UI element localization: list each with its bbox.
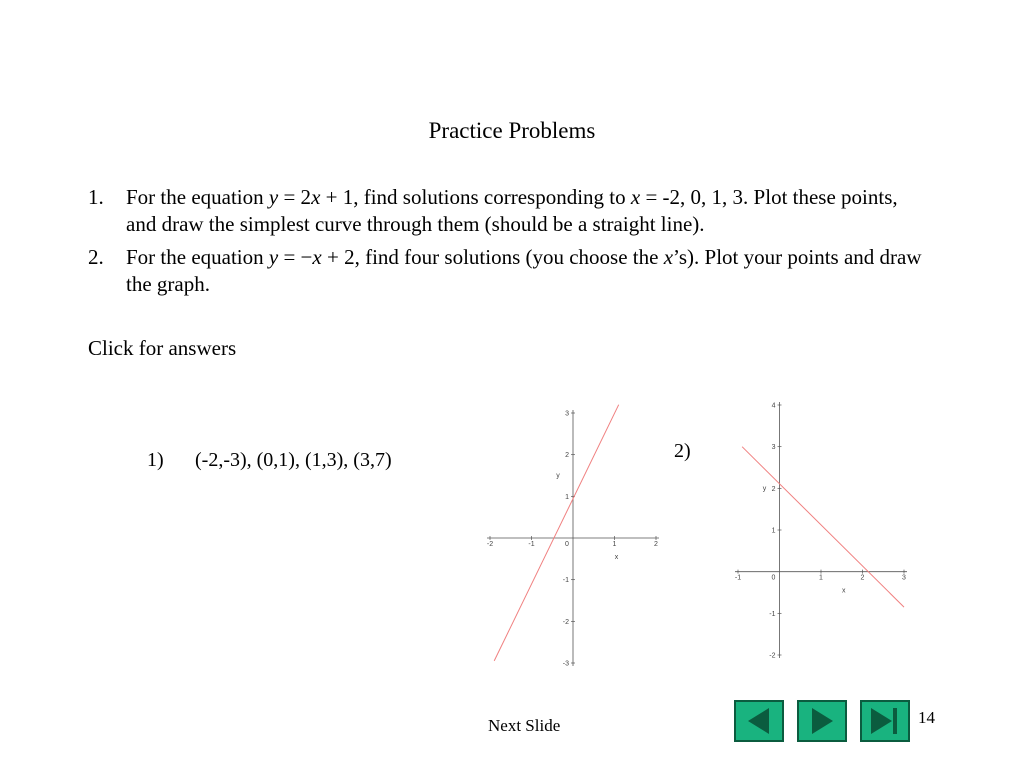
y-tick-label: -2 <box>769 652 776 660</box>
problem-number: 2. <box>88 245 104 269</box>
y-tick-label: -3 <box>562 660 569 668</box>
y-tick-label: -1 <box>562 577 569 585</box>
series-line <box>494 405 619 661</box>
problem-2: 2. For the equation y = −x + 2, find four solutions (you choose the x’s). Plot your points and draw the graph. <box>88 245 922 296</box>
x-tick-label: -1 <box>734 574 742 582</box>
x-tick-label: -1 <box>528 541 535 548</box>
x-tick-label: -2 <box>486 541 494 548</box>
y-tick-label: 1 <box>565 493 569 501</box>
y-axis-label: y <box>762 485 767 493</box>
skip-to-end-icon <box>862 702 908 740</box>
y-tick-label: -1 <box>769 610 776 618</box>
answer-2-number: 2) <box>674 440 691 462</box>
problem-1: 1. For the equation y = 2x + 1, find solutions corresponding to x = -2, 0, 1, 3. Plot these points, and draw the simplest curve through them (should be a straight line). <box>88 185 898 236</box>
x-tick-label: 1 <box>612 541 617 548</box>
last-slide-button[interactable] <box>860 700 910 742</box>
page-number: 14 <box>918 708 935 727</box>
click-for-answers-link[interactable]: Click for answers <box>88 336 237 360</box>
y-tick-label: 3 <box>565 410 569 418</box>
slide-title: Practice Problems <box>428 118 596 143</box>
y-tick-label: 3 <box>771 444 776 452</box>
x-axis-label: x <box>614 554 619 561</box>
y-tick-label: 2 <box>771 485 776 493</box>
y-tick-label: -2 <box>562 618 569 626</box>
x-tick-label: 2 <box>654 541 658 548</box>
series-line <box>742 447 904 607</box>
next-slide-button[interactable] <box>797 700 847 742</box>
x-tick-label: 0 <box>565 541 569 548</box>
x-tick-label: 2 <box>860 574 865 582</box>
y-tick-label: 4 <box>771 402 776 410</box>
next-slide-link[interactable]: Next Slide <box>488 716 561 735</box>
problem-list <box>88 184 928 304</box>
x-axis-label: x <box>842 587 846 595</box>
triangle-left-icon <box>736 702 782 740</box>
triangle-right-icon <box>799 702 845 740</box>
answer-1-number: 1) <box>147 449 164 471</box>
y-tick-label: 1 <box>771 527 776 535</box>
x-tick-label: 3 <box>902 574 906 582</box>
problem-number: 1. <box>88 185 104 209</box>
answer-1-graph <box>480 404 670 674</box>
answer-1-text: (-2,-3), (0,1), (1,3), (3,7) <box>195 449 392 471</box>
y-tick-label: 2 <box>565 452 569 460</box>
x-tick-label: 0 <box>771 574 776 582</box>
previous-slide-button[interactable] <box>734 700 784 742</box>
x-tick-label: 1 <box>819 574 823 582</box>
answer-1 <box>147 449 392 472</box>
y-axis-label: y <box>556 472 560 480</box>
answer-2-graph <box>728 398 918 663</box>
